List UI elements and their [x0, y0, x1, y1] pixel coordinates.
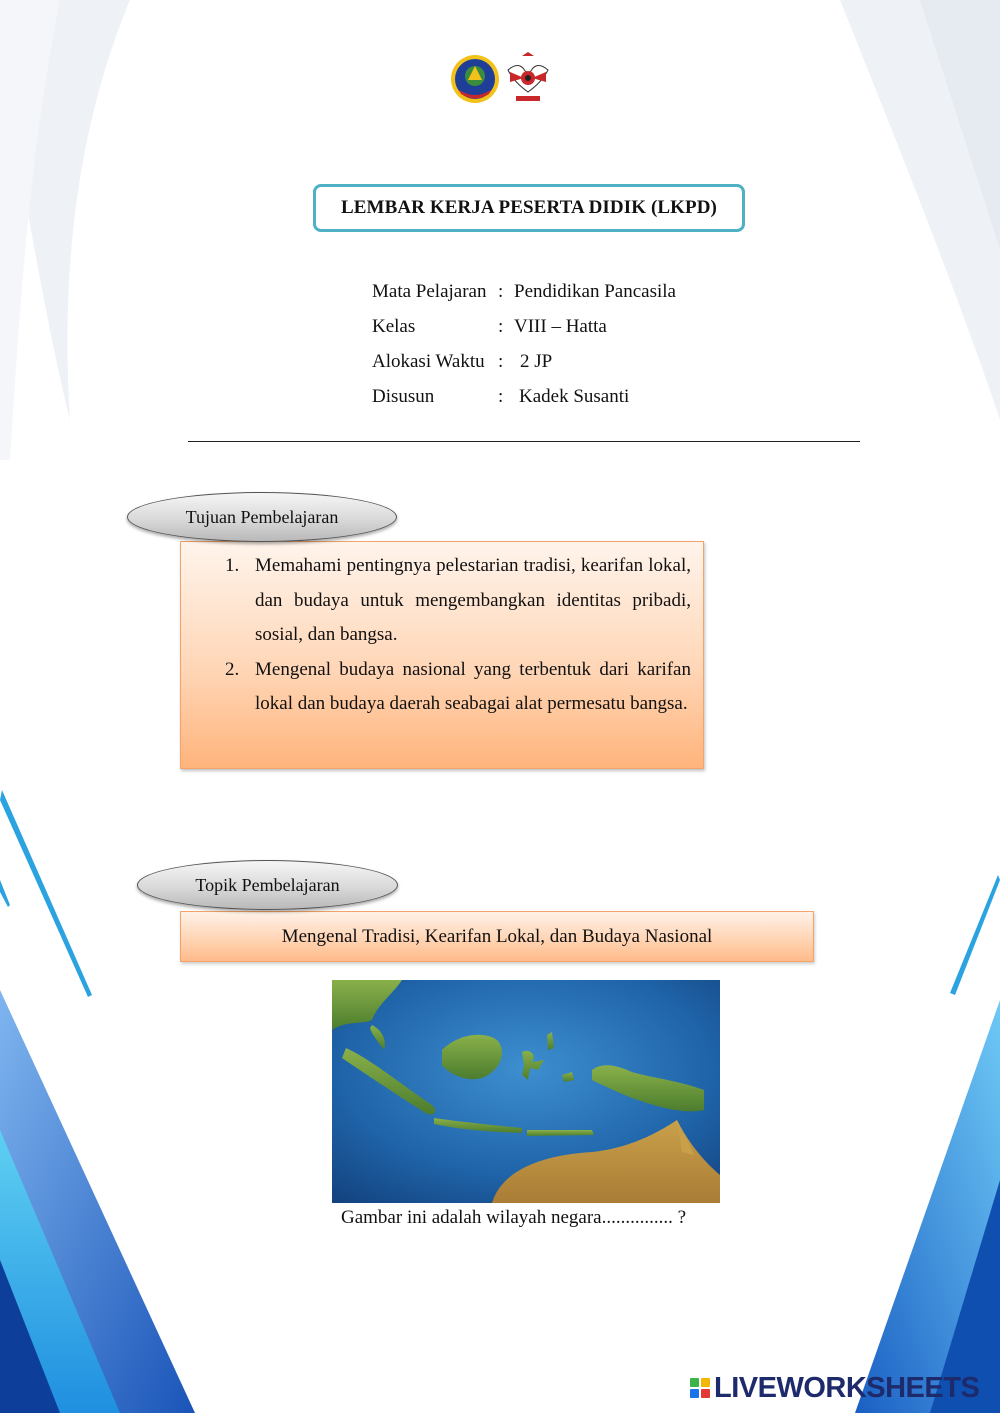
meta-value: 2 JP — [520, 351, 553, 372]
liveworksheets-brand: LIVEWORKSHEETS — [714, 1371, 980, 1404]
tujuan-box — [180, 541, 704, 769]
tujuan-list — [221, 549, 691, 722]
header-logos — [450, 52, 554, 106]
meta-separator: : — [498, 351, 504, 372]
meta-label: Mata Pelajaran — [372, 281, 487, 302]
document-title: LEMBAR KERJA PESERTA DIDIK (LKPD) — [313, 184, 745, 232]
list-item-number: 1. — [225, 555, 240, 576]
list-item-text: Memahami pentingnya pelestarian tradisi, kearifan lokal, dan budaya untuk mengembangkan identitas pribadi, sosial, dan bangsa. — [255, 555, 691, 646]
school-emblem-icon — [508, 52, 548, 101]
topik-text: Mengenal Tradisi, Kearifan Lokal, dan Budaya Nasional — [281, 925, 713, 947]
indonesia-map-image — [332, 980, 720, 1203]
list-item — [221, 549, 691, 653]
liveworksheets-watermark — [690, 1373, 979, 1403]
meta-label: Alokasi Waktu — [372, 351, 485, 372]
list-item — [221, 653, 691, 722]
tujuan-heading-label: Tujuan Pembelajaran — [185, 506, 339, 527]
meta-separator: : — [498, 386, 504, 407]
topik-heading — [137, 860, 398, 910]
topik-box — [180, 911, 814, 962]
meta-label: Disusun — [372, 386, 435, 407]
meta-label: Kelas — [372, 316, 416, 337]
meta-value: VIII – Hatta — [514, 316, 607, 337]
list-item-number: 2. — [225, 658, 240, 680]
figure-caption: Gambar ini adalah wilayah negara............... ? — [341, 1207, 687, 1228]
tujuan-heading — [127, 492, 397, 542]
section-divider — [188, 441, 860, 442]
meta-value: Pendidikan Pancasila — [514, 281, 676, 302]
university-seal-icon — [451, 55, 499, 103]
list-item-text: Mengenal budaya nasional yang terbentuk dari karifan lokal dan budaya daerah seabagai alat permesatu bangsa. — [255, 658, 691, 715]
liveworksheets-logo-icon — [690, 1378, 710, 1398]
topik-heading-label: Topik Pembelajaran — [195, 874, 340, 895]
meta-separator: : — [498, 281, 504, 302]
meta-value: Kadek Susanti — [519, 386, 630, 407]
meta-separator: : — [498, 316, 504, 337]
